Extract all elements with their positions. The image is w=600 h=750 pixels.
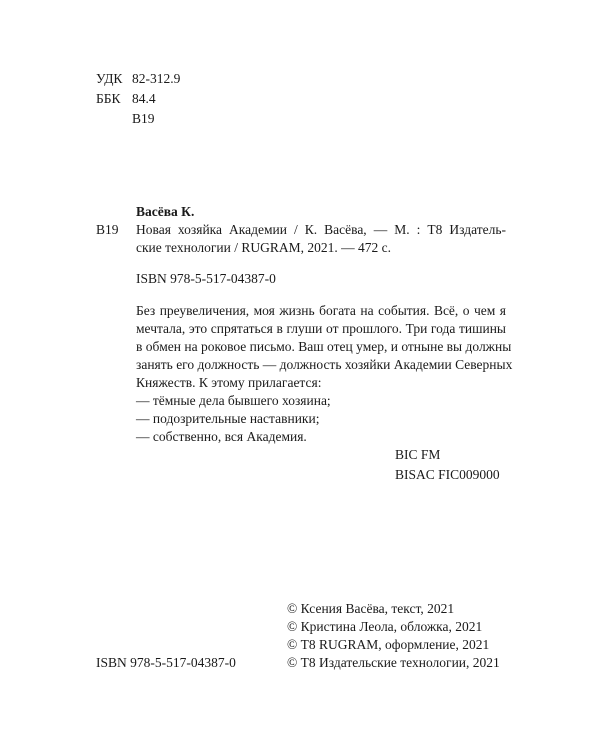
bbk-label: ББК [96,91,121,106]
annotation [136,302,513,446]
annotation-line: — собственно, вся Академия. [136,429,307,444]
copyright-line: © Т8 RUGRAM, оформление, 2021 [287,637,490,652]
subject-codes [395,446,500,486]
bbk-row [96,90,180,110]
udk-label: УДК [96,71,123,86]
annotation-line: занять его должность — должность хозяйки Академии Северных [136,357,513,372]
annotation-line: Без преувеличения, моя жизнь богата на события. Всё, о чем я [136,303,506,318]
copyright-block [287,600,500,672]
annotation-line: Княжеств. К этому прилагается: [136,375,322,390]
bottom-isbn: ISBN 978-5-517-04387-0 [96,655,236,670]
isbn: ISBN 978-5-517-04387-0 [136,271,276,286]
bbk-value: 84.4 [132,91,156,106]
udk-row [96,70,180,90]
title-line: ские технологии / RUGRAM, 2021. — 472 с. [136,240,392,255]
annotation-line: в обмен на роковое письмо. Ваш отец умер, и отныне вы должны [136,339,512,354]
copyright-line: © Кристина Леола, обложка, 2021 [287,619,483,634]
classification-codes [96,70,180,130]
copyright-line: © Т8 Издательские технологии, 2021 [287,655,500,670]
annotation-line: мечтала, это спрятаться в глуши от прошлого. Три года тишины [136,321,506,336]
bic-code: BIC FM [395,447,441,462]
author-sign-ref: В19 [96,222,119,237]
bibliographic-description [136,221,506,257]
author-sign-label [96,110,132,130]
author-sign-row [96,110,180,130]
udk-value: 82-312.9 [132,71,181,86]
annotation-line: — подозрительные наставники; [136,411,320,426]
bisac-code: BISAC FIC009000 [395,467,500,482]
author-heading: Васёва К. [136,204,195,219]
copyright-line: © Ксения Васёва, текст, 2021 [287,601,455,616]
author-sign-value: В19 [132,111,155,126]
annotation-line: — тёмные дела бывшего хозяина; [136,393,331,408]
title-line: Новая хозяйка Академии / К. Васёва, — М. : Т8 Издатель- [136,222,506,237]
